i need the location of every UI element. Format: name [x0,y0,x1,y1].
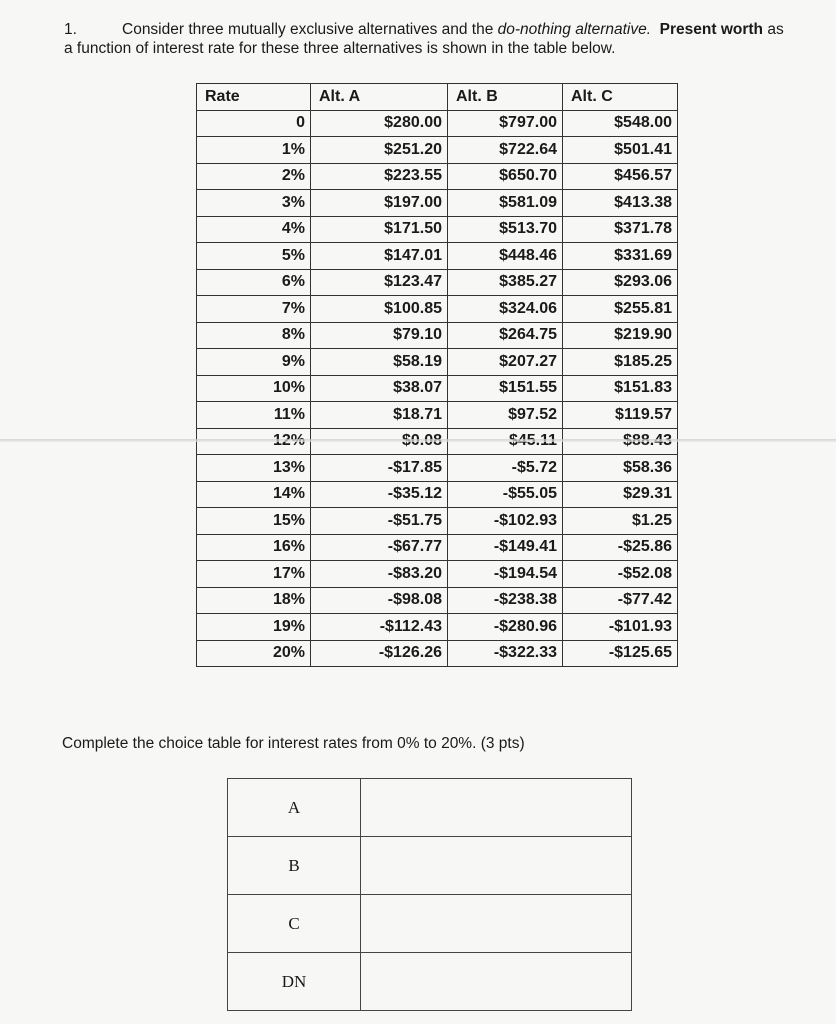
cell-alt-c: $548.00 [563,110,678,137]
cell-alt-c: $456.57 [563,163,678,190]
table-row [197,163,678,190]
choice-label: DN [228,953,361,1011]
cell-alt-b: -$102.93 [448,508,563,535]
cell-rate: 3% [197,190,311,217]
table-row [197,110,678,137]
cell-alt-a: $147.01 [311,243,448,270]
question-text [64,20,794,58]
cell-alt-a: $280.00 [311,110,448,137]
cell-alt-c: $151.83 [563,375,678,402]
cell-alt-a: $123.47 [311,269,448,296]
table-row [197,243,678,270]
cell-rate: 16% [197,534,311,561]
table-row [197,640,678,667]
cell-rate: 5% [197,243,311,270]
cell-alt-b: -$5.72 [448,455,563,482]
cell-alt-c: $331.69 [563,243,678,270]
cell-rate: 10% [197,375,311,402]
cell-alt-c: -$101.93 [563,614,678,641]
table-row [197,455,678,482]
cell-alt-a: $79.10 [311,322,448,349]
cell-alt-b: $264.75 [448,322,563,349]
table-row [197,137,678,164]
cell-alt-b: $513.70 [448,216,563,243]
cell-rate: 4% [197,216,311,243]
cell-alt-b: $650.70 [448,163,563,190]
cell-alt-b: $797.00 [448,110,563,137]
question-bold: Present worth [659,21,764,38]
cell-alt-a: $197.00 [311,190,448,217]
cell-rate: 0 [197,110,311,137]
choice-row [228,895,632,953]
cell-alt-b: -$322.33 [448,640,563,667]
table-row [197,216,678,243]
cell-alt-c: $1.25 [563,508,678,535]
cell-alt-b: $151.55 [448,375,563,402]
table-row [197,481,678,508]
cell-rate: 15% [197,508,311,535]
choice-label: C [228,895,361,953]
cell-alt-c: $29.31 [563,481,678,508]
cell-alt-b: -$238.38 [448,587,563,614]
cell-alt-a: $38.07 [311,375,448,402]
cell-alt-a: -$98.08 [311,587,448,614]
cell-alt-c: -$52.08 [563,561,678,588]
header-rate: Rate [197,84,311,111]
cell-alt-a: $58.19 [311,349,448,376]
paper-fold-line [0,439,836,442]
question-part1: Consider three mutually exclusive alternatives and the [122,21,498,38]
cell-alt-b: $581.09 [448,190,563,217]
cell-alt-a: $223.55 [311,163,448,190]
table-row [197,587,678,614]
cell-alt-c: $501.41 [563,137,678,164]
cell-alt-b: -$280.96 [448,614,563,641]
instruction-text: Complete the choice table for interest rates from 0% to 20%. (3 pts) [62,735,525,752]
choice-row [228,837,632,895]
choice-answer-cell[interactable] [361,953,632,1011]
cell-rate: 8% [197,322,311,349]
choice-table [227,778,632,1011]
cell-rate: 11% [197,402,311,429]
cell-alt-c: $413.38 [563,190,678,217]
cell-alt-b: $385.27 [448,269,563,296]
choice-row [228,953,632,1011]
cell-alt-b: $324.06 [448,296,563,323]
cell-alt-b: $207.27 [448,349,563,376]
cell-alt-b: $722.64 [448,137,563,164]
cell-alt-c: -$25.86 [563,534,678,561]
cell-alt-c: -$77.42 [563,587,678,614]
table-row [197,614,678,641]
cell-rate: 17% [197,561,311,588]
cell-rate: 6% [197,269,311,296]
cell-alt-a: -$126.26 [311,640,448,667]
cell-alt-b: -$194.54 [448,561,563,588]
header-alt-c: Alt. C [563,84,678,111]
cell-alt-c: $371.78 [563,216,678,243]
table-row [197,508,678,535]
cell-alt-b: $97.52 [448,402,563,429]
cell-alt-a: $18.71 [311,402,448,429]
cell-alt-a: $171.50 [311,216,448,243]
choice-row [228,779,632,837]
cell-alt-a: -$67.77 [311,534,448,561]
choice-label: B [228,837,361,895]
cell-alt-b: -$149.41 [448,534,563,561]
cell-alt-c: $185.25 [563,349,678,376]
cell-rate: 7% [197,296,311,323]
cell-rate: 13% [197,455,311,482]
choice-answer-cell[interactable] [361,779,632,837]
cell-rate: 1% [197,137,311,164]
cell-alt-b: $448.46 [448,243,563,270]
cell-alt-a: -$17.85 [311,455,448,482]
cell-rate: 9% [197,349,311,376]
question-number: 1. [64,21,77,38]
cell-alt-a: -$83.20 [311,561,448,588]
table-row [197,534,678,561]
cell-alt-a: -$35.12 [311,481,448,508]
choice-answer-cell[interactable] [361,837,632,895]
table-row [197,190,678,217]
choice-answer-cell[interactable] [361,895,632,953]
header-alt-a: Alt. A [311,84,448,111]
question-italic: do-nothing alternative. [497,21,652,38]
cell-rate: 20% [197,640,311,667]
cell-alt-c: $255.81 [563,296,678,323]
cell-alt-a: -$112.43 [311,614,448,641]
table-row [197,322,678,349]
table-row [197,561,678,588]
cell-alt-b: -$55.05 [448,481,563,508]
table-row [197,269,678,296]
cell-alt-c: -$125.65 [563,640,678,667]
cell-alt-a: $251.20 [311,137,448,164]
cell-alt-c: $58.36 [563,455,678,482]
cell-rate: 18% [197,587,311,614]
table-row [197,402,678,429]
present-worth-table [196,83,678,667]
table-row [197,349,678,376]
choice-label: A [228,779,361,837]
cell-rate: 14% [197,481,311,508]
pw-header-row [197,84,678,111]
cell-rate: 2% [197,163,311,190]
cell-alt-c: $219.90 [563,322,678,349]
question-part2: as a function of interest rate for these three alternatives is shown in the table below. [64,21,784,57]
cell-rate: 19% [197,614,311,641]
cell-alt-a: -$51.75 [311,508,448,535]
cell-alt-c: $119.57 [563,402,678,429]
table-row [197,296,678,323]
header-alt-b: Alt. B [448,84,563,111]
cell-alt-c: $293.06 [563,269,678,296]
table-row [197,375,678,402]
cell-alt-a: $100.85 [311,296,448,323]
